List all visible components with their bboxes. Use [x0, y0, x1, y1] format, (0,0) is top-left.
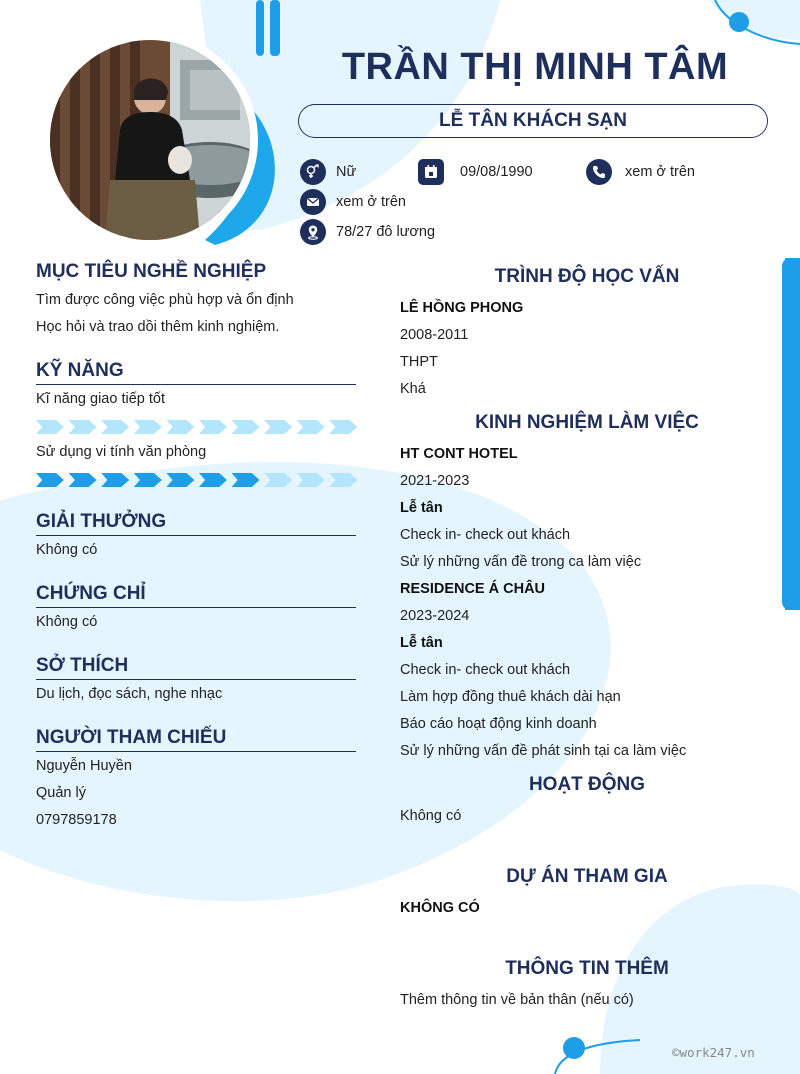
phone-value: xem ở trên [625, 164, 695, 180]
job-2-task-3: Báo cáo hoạt động kinh doanh [400, 716, 597, 732]
skill-chevron [232, 473, 260, 487]
skill-chevron [329, 473, 357, 487]
skill-level-bar-1 [36, 420, 362, 434]
more-info-title: THÔNG TIN THÊM [505, 958, 669, 979]
job-1-years: 2021-2023 [400, 473, 470, 489]
projects-title: DỰ ÁN THAM GIA [506, 866, 668, 887]
hobbies-title: SỞ THÍCH [36, 655, 356, 680]
objective-line-1: Tìm được công việc phù hợp và ổn định [36, 292, 294, 308]
info-dob [418, 159, 533, 185]
email-value: xem ở trên [336, 194, 406, 210]
skill-chevron [69, 420, 97, 434]
skill-chevron [69, 473, 97, 487]
job-1-company: HT CONT HOTEL [400, 446, 518, 462]
references-title: NGƯỜI THAM CHIẾU [36, 727, 356, 752]
skill-chevron [264, 473, 292, 487]
gender-icon [300, 159, 326, 185]
skill-chevron [329, 420, 357, 434]
education-years: 2008-2011 [400, 327, 469, 343]
education-grade: Khá [400, 381, 426, 397]
job-2-task-2: Làm hợp đồng thuê khách dài hạn [400, 689, 621, 705]
job-2-role: Lễ tân [400, 635, 443, 651]
skill-chevron [36, 473, 64, 487]
info-address [300, 219, 435, 245]
skills-title: KỸ NĂNG [36, 360, 356, 385]
education-title: TRÌNH ĐỘ HỌC VẤN [494, 266, 680, 287]
profile-photo-frame [42, 32, 258, 248]
skill-name-1: Kĩ năng giao tiếp tốt [36, 391, 165, 407]
awards-title: GIẢI THƯỞNG [36, 511, 356, 536]
activities-text: Không có [400, 808, 462, 824]
job-1-task-1: Check in- check out khách [400, 527, 571, 543]
skill-chevron [199, 473, 227, 487]
calendar-icon [418, 159, 444, 185]
skill-chevron [166, 473, 194, 487]
objective-line-2: Học hỏi và trao dồi thêm kinh nghiệm. [36, 319, 280, 335]
reference-phone: 0797859178 [36, 812, 117, 828]
skill-chevron [101, 420, 129, 434]
objective-title: MỤC TIÊU NGHỀ NGHIỆP [36, 261, 267, 282]
skill-chevron [134, 420, 162, 434]
skill-chevron [36, 420, 64, 434]
skill-level-bar-2 [36, 473, 362, 487]
education-level: THPT [400, 354, 438, 370]
watermark-footer: ©work247.vn [672, 1045, 755, 1060]
profile-photo [50, 40, 250, 240]
reference-name: Nguyễn Huyền [36, 758, 132, 774]
job-2-company: RESIDENCE Á CHÂU [400, 581, 546, 597]
location-icon [300, 219, 326, 245]
dob-value: 09/08/1990 [460, 164, 533, 180]
job-2-years: 2023-2024 [400, 608, 470, 624]
job-1-role: Lễ tân [400, 500, 443, 516]
hobbies-text: Du lịch, đọc sách, nghe nhạc [36, 686, 223, 702]
activities-title: HOẠT ĐỘNG [528, 774, 646, 795]
skill-chevron [134, 473, 162, 487]
more-info-text: Thêm thông tin về bản thân (nếu có) [400, 992, 634, 1008]
skill-chevron [264, 420, 292, 434]
info-gender [300, 159, 356, 185]
skill-chevron [297, 473, 325, 487]
skill-chevron [232, 420, 260, 434]
skill-chevron [166, 420, 194, 434]
education-school: LÊ HỒNG PHONG [400, 300, 524, 316]
skill-chevron [297, 420, 325, 434]
projects-text: KHÔNG CÓ [400, 900, 480, 916]
skill-chevron [199, 420, 227, 434]
job-1-task-2: Sử lý những vấn đề trong ca làm việc [400, 554, 642, 570]
job-2-task-1: Check in- check out khách [400, 662, 571, 678]
info-phone [586, 159, 695, 185]
job-2-task-4: Sử lý những vấn đề phát sinh tại ca làm việc [400, 743, 687, 759]
skill-chevron [101, 473, 129, 487]
experience-title: KINH NGHIỆM LÀM VIỆC [475, 412, 699, 433]
phone-icon [586, 159, 612, 185]
reference-role: Quản lý [36, 785, 86, 801]
address-value: 78/27 đô lương [336, 224, 436, 240]
email-icon [300, 189, 326, 215]
certificates-text: Không có [36, 614, 98, 630]
position-title: LỄ TÂN KHÁCH SẠN [298, 104, 768, 138]
candidate-name: TRẦN THỊ MINH TÂM [341, 46, 729, 88]
info-email [300, 189, 406, 215]
gender-value: Nữ [336, 164, 357, 180]
awards-text: Không có [36, 542, 98, 558]
certificates-title: CHỨNG CHỈ [36, 583, 356, 608]
skill-name-2: Sử dụng vi tính văn phòng [36, 444, 207, 460]
